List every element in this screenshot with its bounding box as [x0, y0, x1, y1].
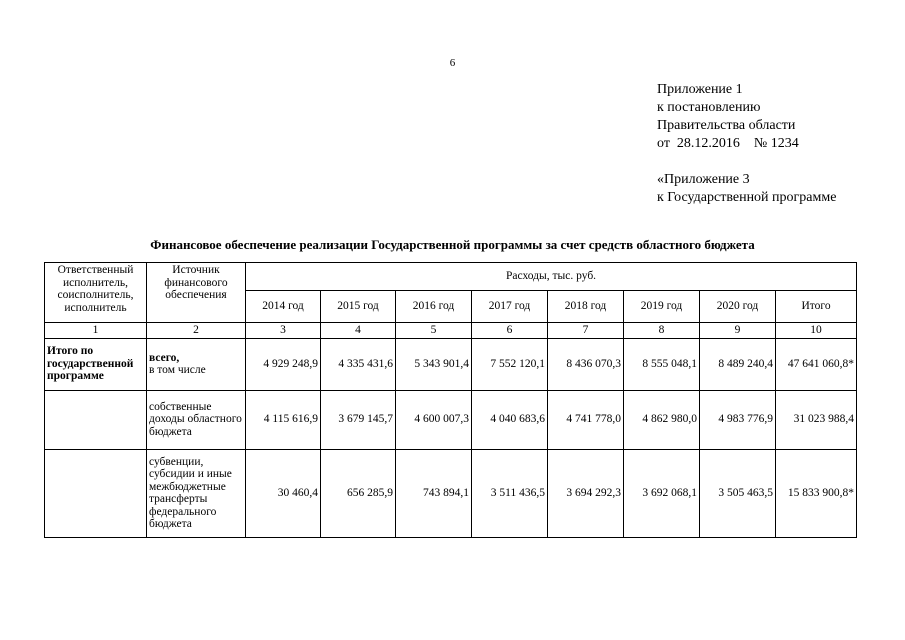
- appendix-line: к постановлению: [657, 100, 761, 115]
- header-year: 2017 год: [472, 291, 548, 323]
- cell-value: 3 694 292,3: [548, 449, 624, 537]
- header-year: 2015 год: [321, 291, 396, 323]
- row-source: [147, 338, 246, 390]
- row-source-rest: в том числе: [149, 364, 206, 376]
- column-number: 1: [45, 323, 147, 339]
- cell-value-total: 15 833 900,8*: [776, 449, 857, 537]
- cell-value-total: 31 023 988,4: [776, 390, 857, 449]
- header-year: 2020 год: [700, 291, 776, 323]
- appendix-line: Приложение 1: [657, 82, 743, 97]
- cell-value: 4 600 007,3: [396, 390, 472, 449]
- row-executor: Итого по государственной программе: [45, 338, 147, 390]
- header-expenses: Расходы, тыс. руб.: [246, 263, 857, 291]
- header-executor: Ответственный исполнитель, соисполнитель, исполнитель: [45, 263, 147, 323]
- appendix-line: Правительства области: [657, 118, 796, 133]
- cell-value: 8 489 240,4: [700, 338, 776, 390]
- header-year: 2019 год: [624, 291, 700, 323]
- column-number: 4: [321, 323, 396, 339]
- cell-value: 4 040 683,6: [472, 390, 548, 449]
- page-number: 6: [449, 57, 456, 69]
- cell-value: 3 511 436,5: [472, 449, 548, 537]
- appendix-block: [657, 81, 836, 207]
- column-number: 10: [776, 323, 857, 339]
- header-year: 2014 год: [246, 291, 321, 323]
- cell-value: 4 983 776,9: [700, 390, 776, 449]
- cell-value: 4 741 778,0: [548, 390, 624, 449]
- cell-value: 4 862 980,0: [624, 390, 700, 449]
- cell-value: 4 929 248,9: [246, 338, 321, 390]
- table-row: [45, 390, 857, 449]
- row-source: субвенции, субсидии и иные межбюджетные трансферты федерального бюджета: [147, 449, 246, 537]
- cell-value: 30 460,4: [246, 449, 321, 537]
- spacer: [657, 153, 836, 171]
- row-executor: [45, 390, 147, 449]
- cell-value: 4 115 616,9: [246, 390, 321, 449]
- cell-value: 656 285,9: [321, 449, 396, 537]
- cell-value: 5 343 901,4: [396, 338, 472, 390]
- cell-value: 3 692 068,1: [624, 449, 700, 537]
- appendix-line: к Государственной программе: [657, 190, 837, 205]
- header-total: Итого: [776, 291, 857, 323]
- document-title: Финансовое обеспечение реализации Государственной программы за счет средств областного бюджета: [150, 237, 755, 252]
- cell-value: 743 894,1: [396, 449, 472, 537]
- column-number: 2: [147, 323, 246, 339]
- column-number: 9: [700, 323, 776, 339]
- cell-value-total: 47 641 060,8*: [776, 338, 857, 390]
- cell-value: 8 555 048,1: [624, 338, 700, 390]
- cell-value: 4 335 431,6: [321, 338, 396, 390]
- appendix-line: «Приложение 3: [657, 172, 750, 187]
- header-source: Источник финансового обеспечения: [147, 263, 246, 323]
- cell-value: 3 679 145,7: [321, 390, 396, 449]
- column-number: 8: [624, 323, 700, 339]
- cell-value: 3 505 463,5: [700, 449, 776, 537]
- header-row: [45, 263, 857, 291]
- column-numbers-row: [45, 323, 857, 339]
- appendix-line: от 28.12.2016 № 1234: [657, 136, 799, 151]
- finance-table: [44, 262, 857, 538]
- header-year: 2018 год: [548, 291, 624, 323]
- column-number: 7: [548, 323, 624, 339]
- cell-value: 7 552 120,1: [472, 338, 548, 390]
- column-number: 6: [472, 323, 548, 339]
- table-row: [45, 449, 857, 537]
- row-source-bold: всего,: [149, 351, 180, 364]
- row-source: собственные доходы областного бюджета: [147, 390, 246, 449]
- row-executor: [45, 449, 147, 537]
- header-year: 2016 год: [396, 291, 472, 323]
- column-number: 3: [246, 323, 321, 339]
- column-number: 5: [396, 323, 472, 339]
- table-row: [45, 338, 857, 390]
- cell-value: 8 436 070,3: [548, 338, 624, 390]
